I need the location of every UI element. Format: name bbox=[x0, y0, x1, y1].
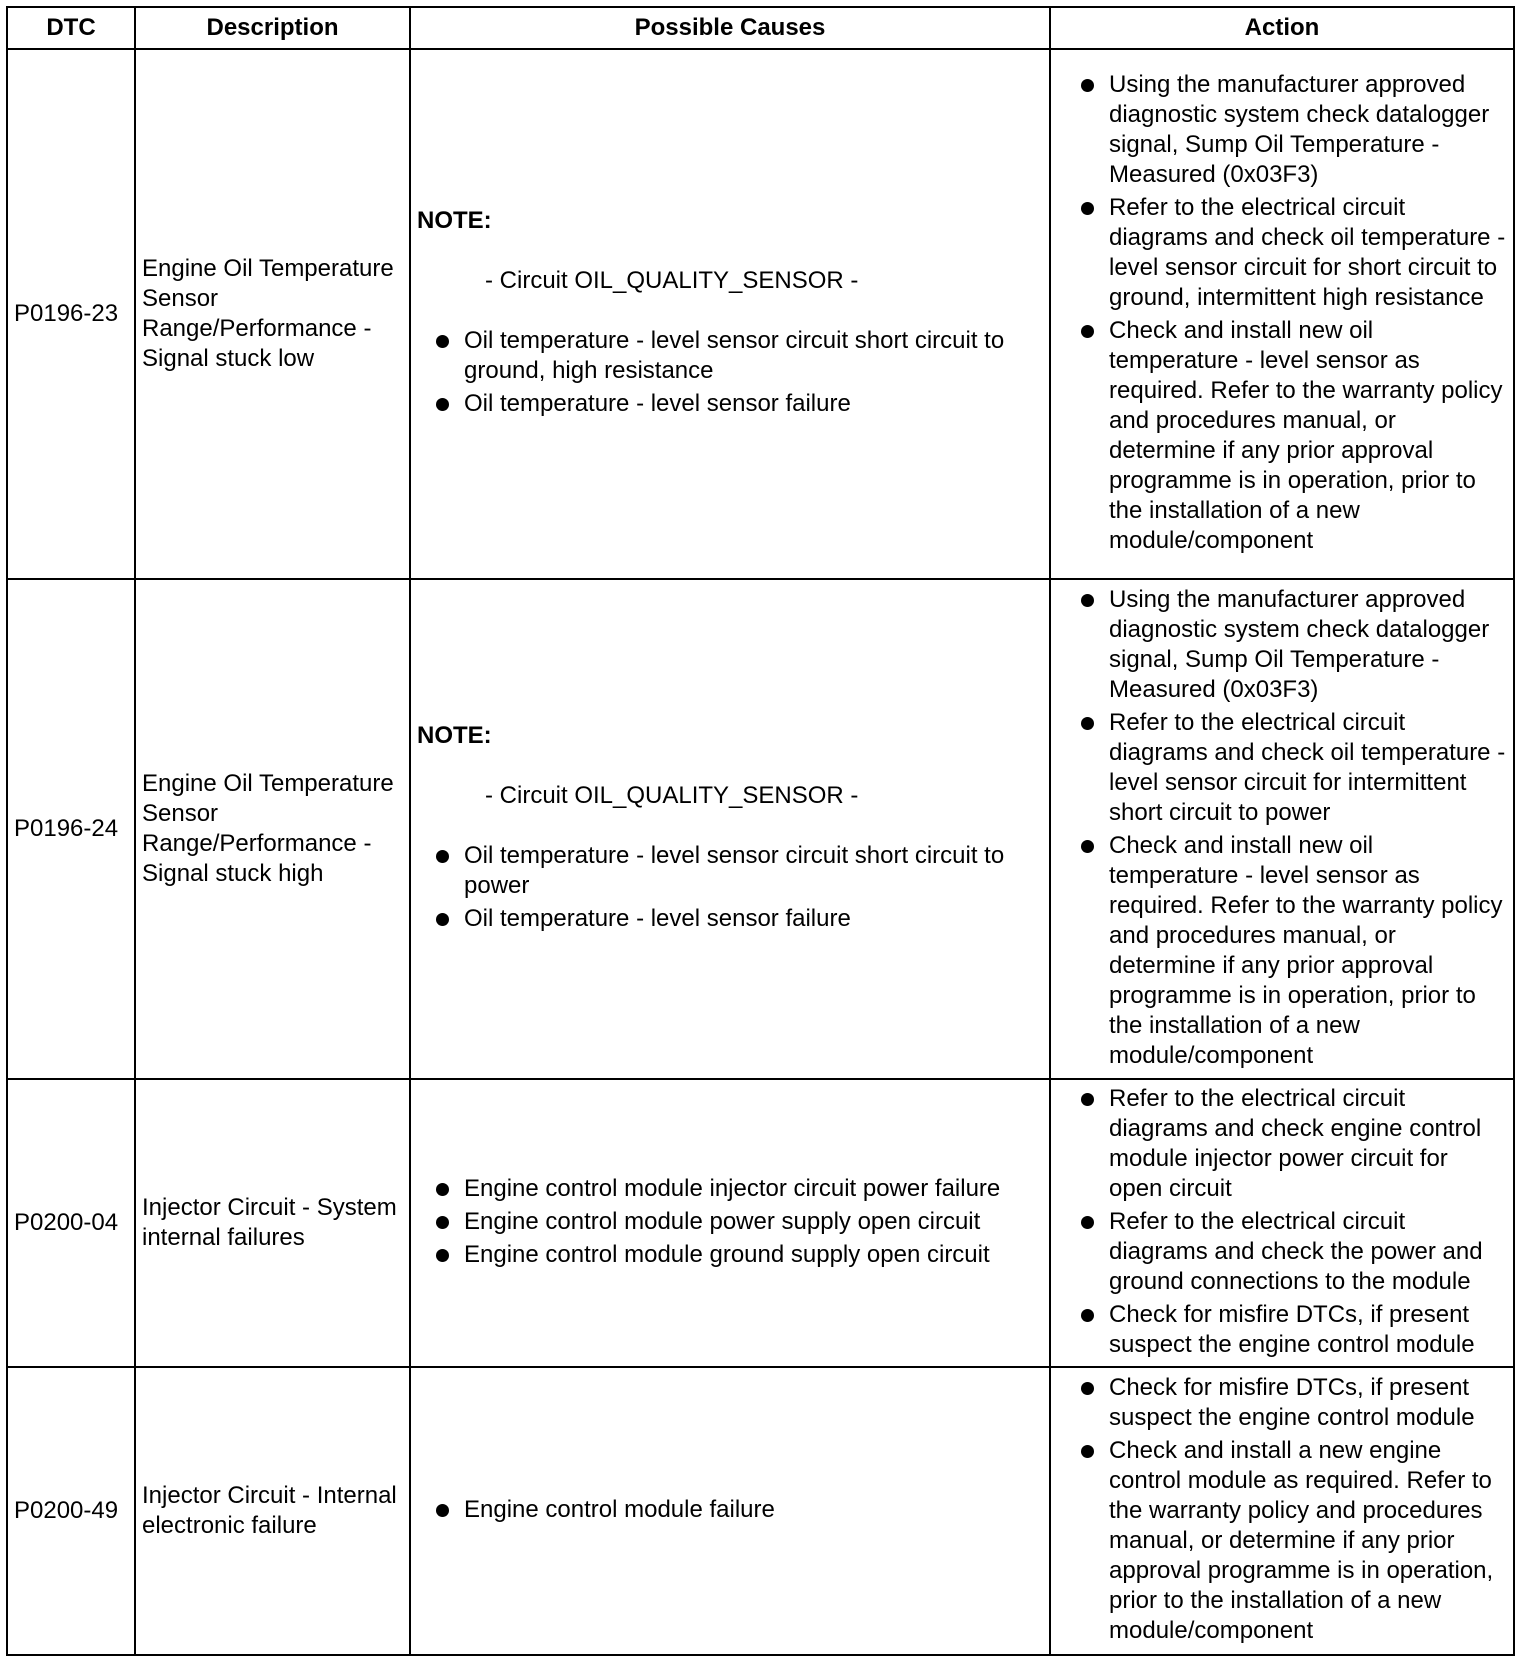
table-row bbox=[7, 579, 1514, 1079]
list-item bbox=[1057, 1300, 1507, 1360]
list-item bbox=[417, 1207, 1043, 1237]
list-item bbox=[1057, 1084, 1507, 1204]
cause-text: Engine control module failure bbox=[464, 1495, 775, 1523]
bullet-icon bbox=[436, 850, 449, 863]
list-item bbox=[1057, 1207, 1507, 1297]
action-cell bbox=[1050, 1079, 1514, 1367]
bullet-icon bbox=[436, 1183, 449, 1196]
dtc-code: P0196-24 bbox=[7, 579, 135, 1079]
list-item bbox=[417, 389, 1043, 419]
bullet-icon bbox=[436, 398, 449, 411]
list-item bbox=[1057, 1373, 1507, 1433]
action-text: Using the manufacturer approved diagnostic system check datalogger signal, Sump Oil Temperature - Measured (0x03F3) bbox=[1109, 70, 1490, 188]
bullet-icon bbox=[1081, 1309, 1094, 1322]
list-item bbox=[1057, 708, 1507, 828]
bullet-icon bbox=[436, 335, 449, 348]
bullet-icon bbox=[436, 1249, 449, 1262]
causes-list bbox=[417, 1174, 1043, 1270]
list-item bbox=[417, 841, 1043, 901]
dtc-description: Injector Circuit - System internal failures bbox=[135, 1079, 410, 1367]
header-dtc: DTC bbox=[7, 7, 135, 49]
header-possible-causes: Possible Causes bbox=[410, 7, 1050, 49]
list-item bbox=[1057, 585, 1507, 705]
cause-text: Engine control module ground supply open circuit bbox=[464, 1240, 990, 1268]
action-text: Refer to the electrical circuit diagrams and check engine control module injector power circuit for open circuit bbox=[1109, 1084, 1482, 1202]
bullet-icon bbox=[1081, 1093, 1094, 1106]
cause-text: Oil temperature - level sensor failure bbox=[464, 905, 851, 932]
list-item bbox=[417, 1174, 1043, 1204]
bullet-icon bbox=[1081, 594, 1094, 607]
dtc-description: Engine Oil Temperature Sensor Range/Performance - Signal stuck high bbox=[135, 579, 410, 1079]
causes-list bbox=[417, 1495, 1043, 1525]
list-item bbox=[1057, 831, 1507, 1071]
bullet-icon bbox=[1081, 202, 1094, 215]
action-text: Using the manufacturer approved diagnostic system check datalogger signal, Sump Oil Temperature - Measured (0x03F3) bbox=[1109, 585, 1490, 703]
action-text: Check and install new oil temperature - level sensor as required. Refer to the warranty policy and procedures manual, or determine if any prior approval programme is in operation, prior to the installation of a new module/component bbox=[1109, 316, 1503, 554]
possible-causes-cell bbox=[410, 1079, 1050, 1367]
list-item bbox=[1057, 316, 1507, 556]
action-cell bbox=[1050, 49, 1514, 579]
dtc-code: P0200-04 bbox=[7, 1079, 135, 1367]
possible-causes-cell bbox=[410, 49, 1050, 579]
header-action: Action bbox=[1050, 7, 1514, 49]
table-row bbox=[7, 49, 1514, 579]
dtc-description: Injector Circuit - Internal electronic failure bbox=[135, 1367, 410, 1655]
list-item bbox=[417, 1240, 1043, 1270]
action-text: Check for misfire DTCs, if present suspect the engine control module bbox=[1109, 1374, 1475, 1431]
action-text: Refer to the electrical circuit diagrams and check the power and ground connections to the module bbox=[1109, 1207, 1483, 1295]
causes-list bbox=[417, 326, 1043, 419]
dtc-code: P0200-49 bbox=[7, 1367, 135, 1655]
cause-text: Oil temperature - level sensor circuit short circuit to ground, high resistance bbox=[464, 327, 1005, 384]
action-text: Refer to the electrical circuit diagrams and check oil temperature - level sensor circuit for intermittent short circuit to power bbox=[1109, 708, 1506, 826]
bullet-icon bbox=[1081, 840, 1094, 853]
bullet-icon bbox=[436, 1216, 449, 1229]
circuit-name: - Circuit OIL_QUALITY_SENSOR - bbox=[485, 782, 859, 809]
list-item bbox=[417, 326, 1043, 386]
dtc-table bbox=[6, 6, 1515, 1656]
dtc-code: P0196-23 bbox=[7, 49, 135, 579]
header-row bbox=[7, 7, 1514, 49]
table-row bbox=[7, 1367, 1514, 1655]
action-cell bbox=[1050, 579, 1514, 1079]
bullet-icon bbox=[1081, 1382, 1094, 1395]
bullet-icon bbox=[1081, 1445, 1094, 1458]
actions-list bbox=[1057, 1084, 1507, 1360]
action-cell bbox=[1050, 1367, 1514, 1655]
list-item bbox=[1057, 193, 1507, 313]
list-item bbox=[417, 1495, 1043, 1525]
action-text: Check and install a new engine control module as required. Refer to the warranty policy and procedures manual, or determine if any prior approval programme is in operation, prior to the installation of a new module/component bbox=[1109, 1437, 1494, 1644]
bullet-icon bbox=[1081, 1216, 1094, 1229]
dtc-description: Engine Oil Temperature Sensor Range/Performance - Signal stuck low bbox=[135, 49, 410, 579]
action-text: Check and install new oil temperature - level sensor as required. Refer to the warranty policy and procedures manual, or determine if any prior approval programme is in operation, prior to the installation of a new module/component bbox=[1109, 831, 1503, 1069]
table-row bbox=[7, 1079, 1514, 1367]
actions-list bbox=[1057, 70, 1507, 556]
cause-text: Oil temperature - level sensor failure bbox=[464, 390, 851, 417]
circuit-name: - Circuit OIL_QUALITY_SENSOR - bbox=[485, 267, 859, 294]
note-label: NOTE: bbox=[417, 207, 492, 234]
possible-causes-cell bbox=[410, 1367, 1050, 1655]
cause-text: Engine control module power supply open circuit bbox=[464, 1207, 981, 1235]
possible-causes-cell bbox=[410, 579, 1050, 1079]
action-text: Refer to the electrical circuit diagrams and check oil temperature - level sensor circuit for short circuit to ground, intermittent high resistance bbox=[1109, 193, 1506, 311]
list-item bbox=[417, 904, 1043, 934]
cause-text: Oil temperature - level sensor circuit short circuit to power bbox=[464, 842, 1005, 899]
bullet-icon bbox=[436, 1504, 449, 1517]
bullet-icon bbox=[436, 913, 449, 926]
list-item bbox=[1057, 70, 1507, 190]
cause-text: Engine control module injector circuit power failure bbox=[464, 1174, 1001, 1202]
bullet-icon bbox=[1081, 79, 1094, 92]
bullet-icon bbox=[1081, 717, 1094, 730]
action-text: Check for misfire DTCs, if present suspect the engine control module bbox=[1109, 1300, 1475, 1358]
causes-list bbox=[417, 841, 1043, 934]
list-item bbox=[1057, 1436, 1507, 1646]
header-description: Description bbox=[135, 7, 410, 49]
note-label: NOTE: bbox=[417, 722, 492, 749]
bullet-icon bbox=[1081, 325, 1094, 338]
actions-list bbox=[1057, 1373, 1507, 1646]
actions-list bbox=[1057, 585, 1507, 1071]
